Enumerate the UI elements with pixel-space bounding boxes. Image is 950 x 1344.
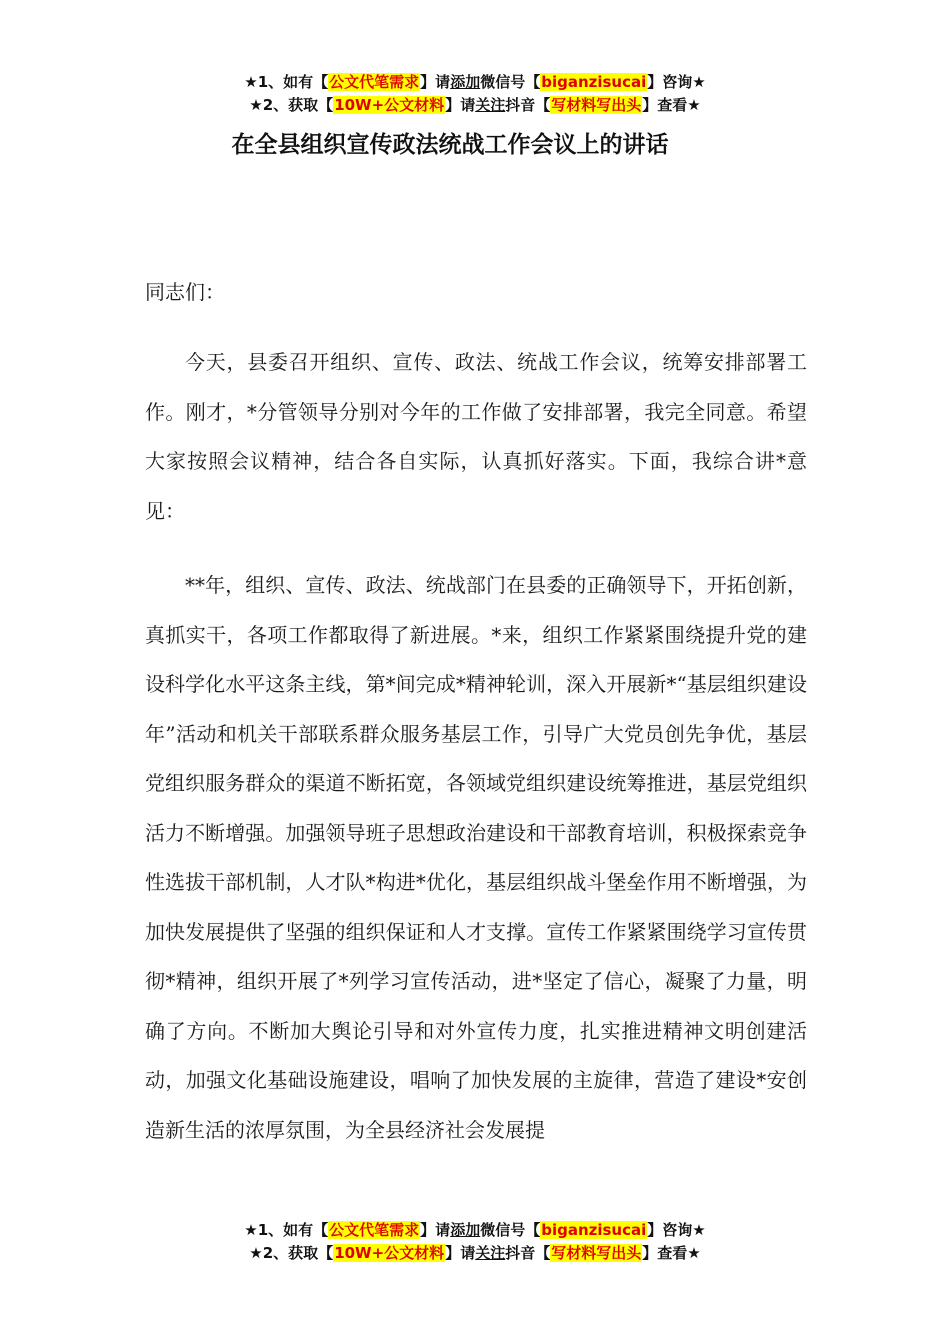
document-title: 在全县组织宣传政法统战工作会议上的讲话 [231,132,669,158]
promo-text: 抖音【 [505,96,551,114]
promo-text: 】咨询★ [647,1221,706,1239]
promo-line-2 [0,94,950,117]
promo-douyin-account: 写材料写出头 [551,96,642,114]
header-promo-banner [0,71,950,117]
promo-text: ★2、获取【 [249,96,334,114]
promo-wechat-id: biganzisucai [541,1221,647,1239]
promo-line-2 [0,1242,950,1265]
promo-text: 】请 [420,1221,451,1239]
footer-promo-banner [0,1219,950,1265]
promo-underlined-text: 关注 [475,1244,506,1262]
body-paragraph-2: **年，组织、宣传、政法、统战部门在县委的正确领导下，开拓创新，真抓实干，各项工作都取得了新进展。*来，组织工作紧紧围绕提升党的建设科学化水平这条主线，第*间完成*精神轮训，深入开展新*“基层组织建设年”活动和机关干部联系群众服务基层工作，引导广大党员创先争优，基层党组织服务群众的渠道不断拓宽，各领域党组织建设统筹推进，基层党组织活力不断增强。加强领导班子思想政治建设和干部教育培训，积极探索竞争性选拔干部机制，人才队*构进*优化，基层组织战斗堡垒作用不断增强，为加快发展提供了坚强的组织保证和人才支撑。宣传工作紧紧围绕学习宣传贯彻*精神，组织开展了*列学习宣传活动，进*坚定了信心，凝聚了力量，明确了方向。不断加大舆论引导和对外宣传力度，扎实推进精神文明创建活动，加强文化基础设施建设，唱响了加快发展的主旋律，营造了建设*安创造新生活的浓厚氛围，为全县经济社会发展提 [145,573,807,1142]
promo-text: 】查看★ [642,96,701,114]
promo-underlined-text: 添加 [450,73,481,91]
promo-text: 微信号【 [480,1221,541,1239]
promo-underlined-text: 添加 [450,1221,481,1239]
promo-line-1 [0,1219,950,1242]
promo-text: 抖音【 [505,1244,551,1262]
salutation: 同志们： [145,280,225,304]
promo-text: 】请 [445,1244,476,1262]
promo-text: 】查看★ [642,1244,701,1262]
promo-highlight: 10W+公文材料 [334,1244,445,1262]
promo-text: ★2、获取【 [249,1244,334,1262]
promo-text: 】咨询★ [647,73,706,91]
promo-douyin-account: 写材料写出头 [551,1244,642,1262]
promo-wechat-id: biganzisucai [541,73,647,91]
promo-highlight: 10W+公文材料 [334,96,445,114]
promo-text: ★1、如有【 [244,1221,329,1239]
body-paragraph-1: 今天，县委召开组织、宣传、政法、统战工作会议，统筹安排部署工作。刚才，*分管领导分别对今年的工作做了安排部署，我完全同意。希望大家按照会议精神，结合各自实际，认真抓好落实。下面，我综合讲*意见： [145,350,807,523]
promo-text: 】请 [420,73,451,91]
promo-highlight: 公文代笔需求 [329,1221,420,1239]
promo-text: 微信号【 [480,73,541,91]
promo-highlight: 公文代笔需求 [329,73,420,91]
promo-underlined-text: 关注 [475,96,506,114]
promo-text: ★1、如有【 [244,73,329,91]
promo-text: 】请 [445,96,476,114]
promo-line-1 [0,71,950,94]
